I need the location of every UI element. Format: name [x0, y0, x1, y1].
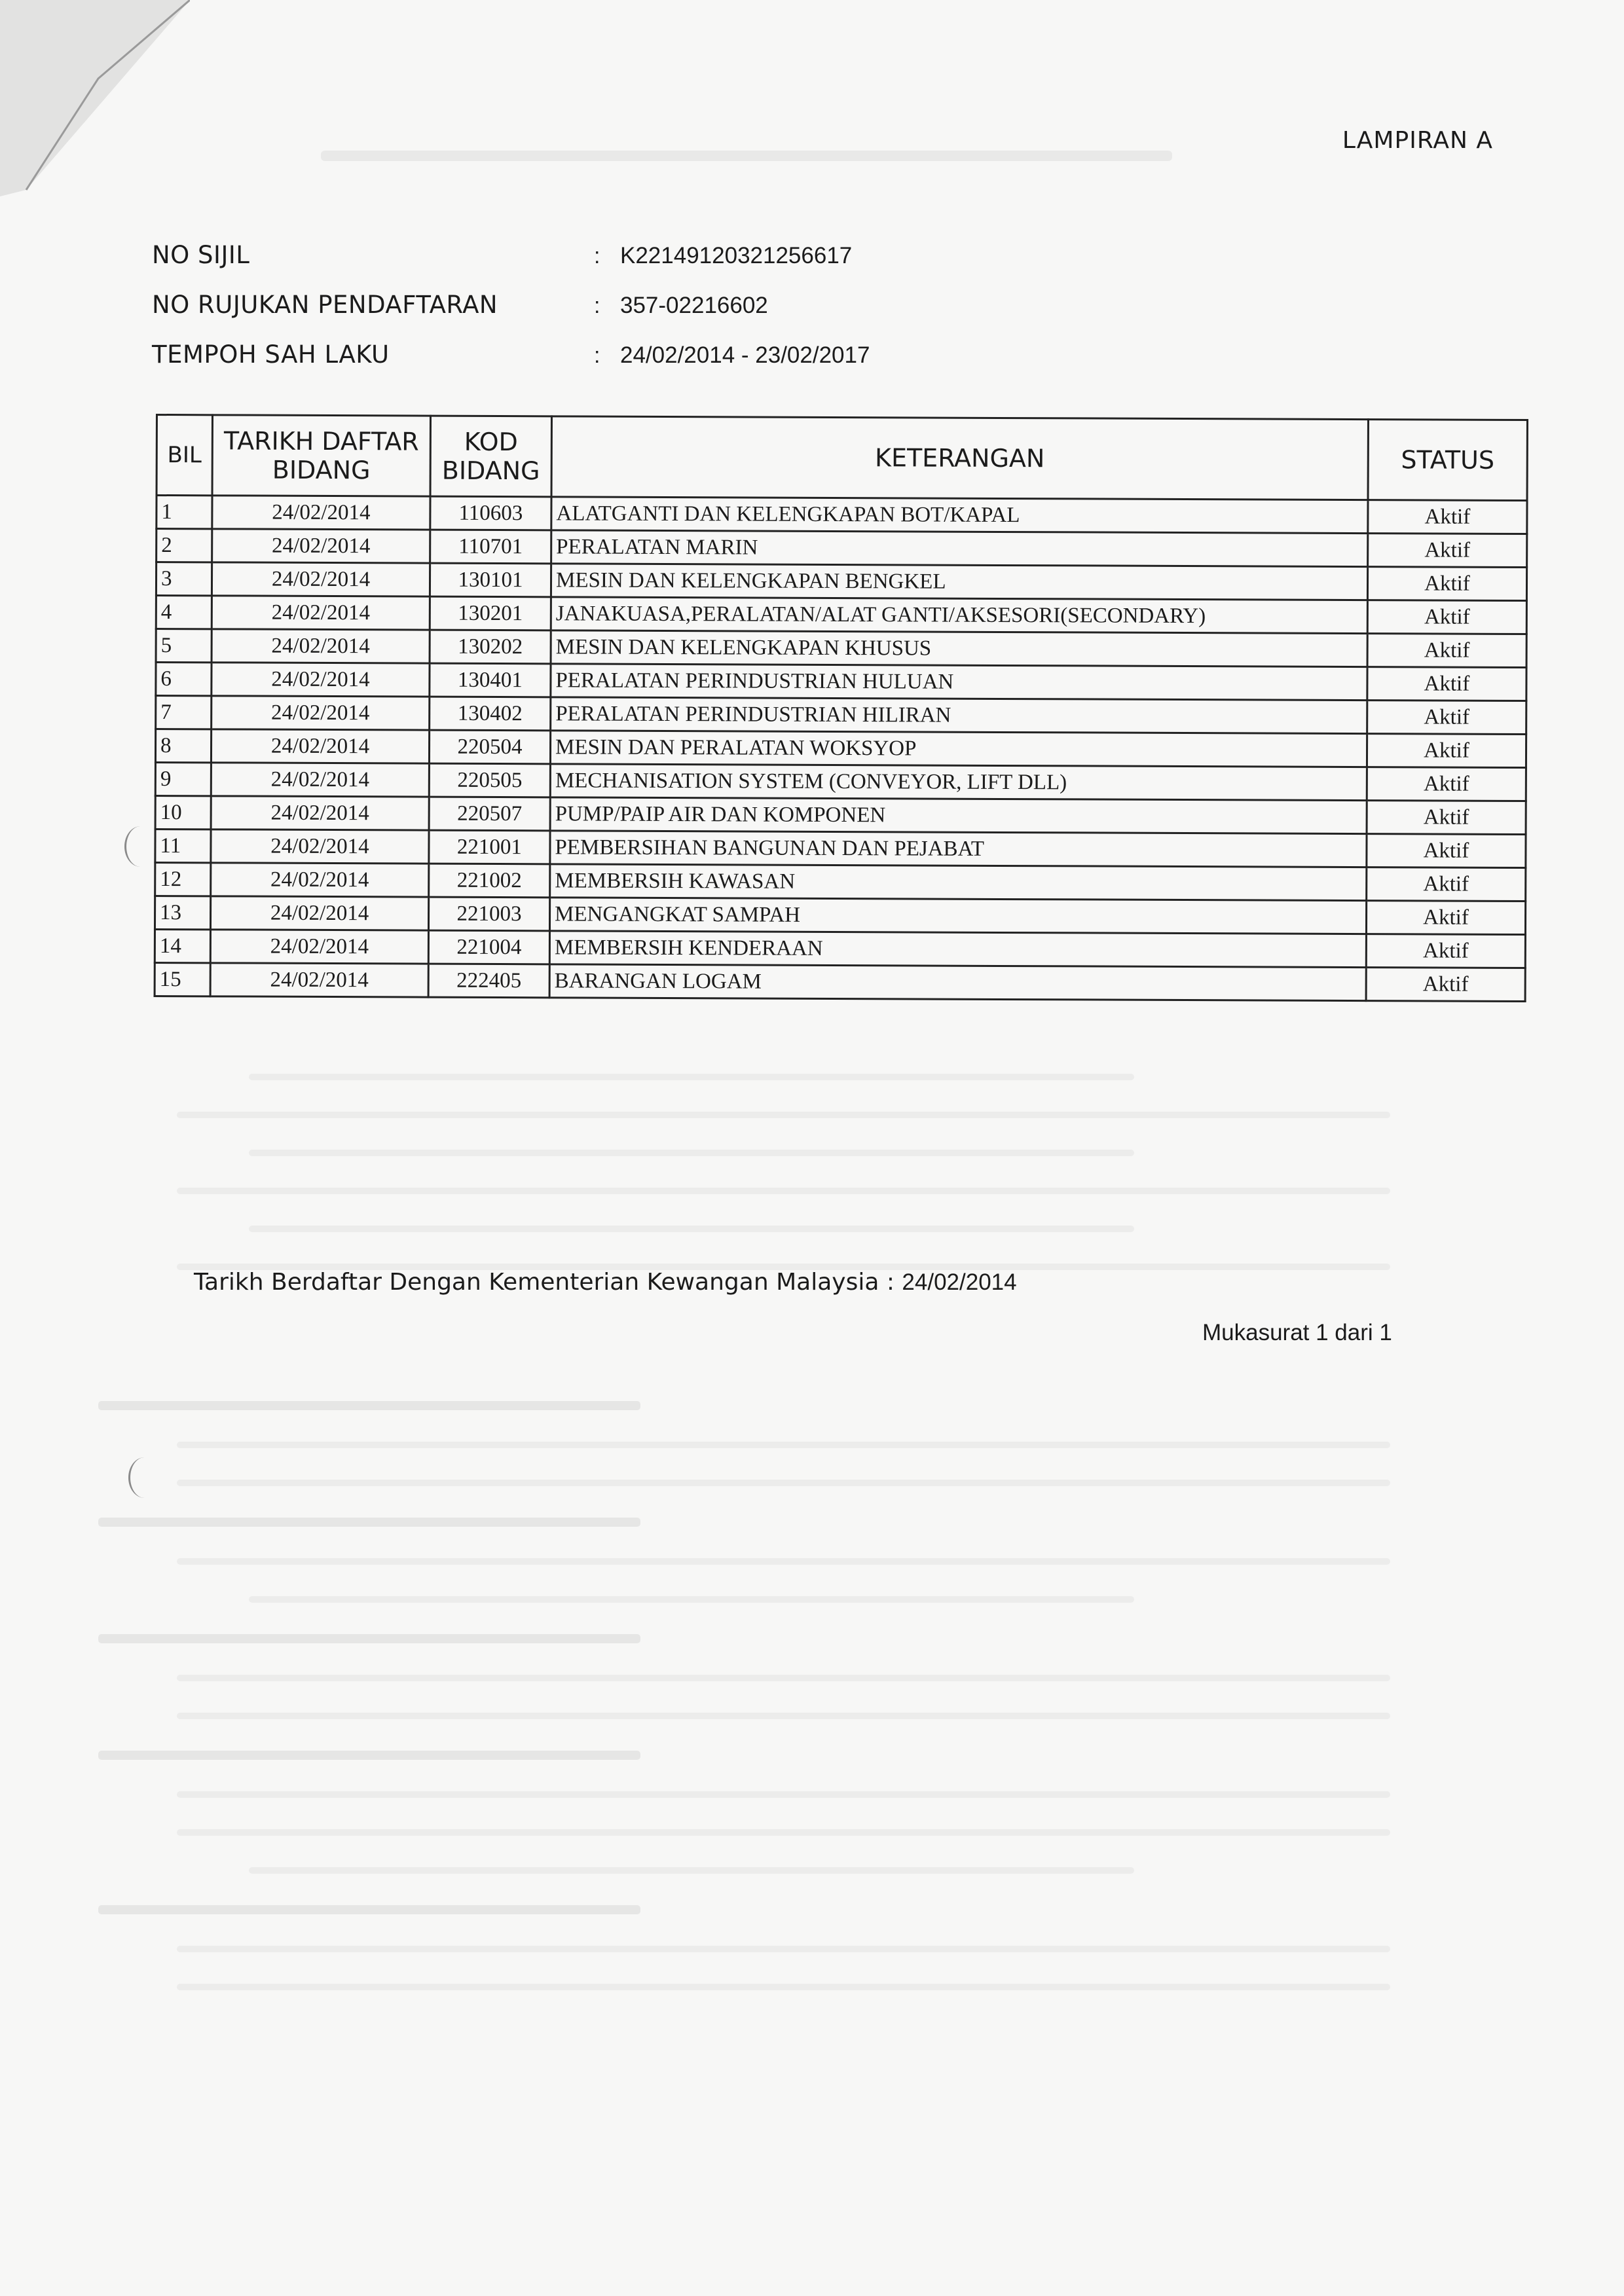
- registration-date-value: 24/02/2014: [902, 1269, 1017, 1295]
- field-description: PERALATAN PERINDUSTRIAN HILIRAN: [551, 697, 1367, 734]
- field-description: MENGANGKAT SAMPAH: [549, 898, 1366, 934]
- registration-date: 24/02/2014: [212, 596, 430, 630]
- status-value: Aktif: [1367, 634, 1526, 668]
- status-value: Aktif: [1367, 801, 1526, 835]
- page-number: Mukasurat 1 dari 1: [1202, 1320, 1392, 1345]
- registration-date-statement: [194, 1269, 1017, 1296]
- status-value: Aktif: [1367, 567, 1526, 601]
- field-code: 130202: [430, 630, 551, 664]
- registration-date: 24/02/2014: [212, 562, 430, 596]
- field-description: MESIN DAN PERALATAN WOKSYOP: [550, 731, 1367, 767]
- status-value: Aktif: [1367, 734, 1526, 768]
- field-code: 130201: [430, 596, 551, 630]
- registration-reference-row: [152, 291, 870, 340]
- field-colon: :: [594, 343, 600, 368]
- table-row: [155, 863, 1526, 902]
- field-description: PERALATAN PERINDUSTRIAN HULUAN: [551, 664, 1367, 701]
- certificate-number-row: [152, 241, 870, 291]
- status-value: Aktif: [1366, 901, 1525, 935]
- row-number: 8: [155, 729, 211, 763]
- registration-date: 24/02/2014: [211, 863, 429, 897]
- status-value: Aktif: [1368, 534, 1527, 568]
- bleed-through-lines: [98, 1074, 1526, 1302]
- registration-reference: 357-02216602: [620, 293, 768, 318]
- registration-date: 24/02/2014: [212, 629, 430, 663]
- status-value: Aktif: [1367, 867, 1526, 902]
- annex-label: LAMPIRAN A: [1342, 127, 1493, 154]
- field-code: 130101: [430, 563, 551, 597]
- field-label: TEMPOH SAH LAKU: [152, 340, 390, 369]
- row-number: 10: [155, 796, 211, 829]
- row-number: 14: [155, 930, 210, 963]
- table-row: [155, 796, 1526, 835]
- header-registration-date: TARIKH DAFTAR BIDANG: [212, 415, 430, 496]
- field-description: JANAKUASA,PERALATAN/ALAT GANTI/AKSESORI(SECONDARY): [551, 597, 1367, 634]
- table-row: [155, 729, 1526, 768]
- registration-date: 24/02/2014: [210, 963, 428, 997]
- field-description: PERALATAN MARIN: [551, 530, 1368, 567]
- header-description: KETERANGAN: [551, 416, 1368, 500]
- field-colon: :: [594, 244, 600, 268]
- row-number: 6: [156, 663, 212, 696]
- registration-date: 24/02/2014: [212, 663, 430, 697]
- punch-hole-mark: [124, 826, 157, 867]
- ghost-heading: [321, 151, 1172, 161]
- registration-date: 24/02/2014: [212, 529, 430, 563]
- table-row: [155, 829, 1526, 868]
- registration-date: 24/02/2014: [211, 763, 429, 797]
- field-code: 221002: [429, 864, 550, 898]
- status-value: Aktif: [1367, 834, 1526, 868]
- table-row: [155, 962, 1525, 1001]
- row-number: 3: [156, 562, 212, 596]
- status-value: Aktif: [1367, 667, 1526, 701]
- field-colon: :: [594, 293, 600, 318]
- table-row: [157, 529, 1527, 568]
- row-number: 7: [156, 696, 212, 729]
- registration-date: 24/02/2014: [212, 696, 430, 730]
- table-header-row: [157, 415, 1527, 501]
- table-row: [156, 596, 1526, 634]
- field-code: 220505: [429, 763, 550, 797]
- row-number: 4: [156, 596, 212, 629]
- field-code: 221004: [428, 930, 549, 964]
- row-number: 12: [155, 863, 211, 896]
- row-number: 5: [156, 629, 212, 663]
- field-code: 222405: [428, 964, 549, 998]
- registration-date: 24/02/2014: [210, 930, 428, 964]
- header-field-code: KOD BIDANG: [430, 416, 551, 497]
- field-code: 220507: [429, 797, 550, 831]
- table-row: [155, 896, 1525, 935]
- registered-fields-table: [154, 414, 1528, 1002]
- field-code: 130402: [430, 697, 551, 731]
- registration-date: 24/02/2014: [210, 896, 428, 930]
- table-row: [155, 763, 1526, 801]
- row-number: 15: [155, 962, 210, 996]
- status-value: Aktif: [1368, 500, 1527, 534]
- table-row: [155, 930, 1525, 968]
- table-row: [157, 496, 1527, 534]
- field-description: PUMP/PAIP AIR DAN KOMPONEN: [550, 797, 1367, 834]
- field-code: 130401: [430, 663, 551, 697]
- table-row: [156, 562, 1526, 601]
- header-bil: BIL: [157, 415, 212, 496]
- header-status: STATUS: [1368, 420, 1527, 501]
- row-number: 1: [157, 496, 212, 529]
- status-value: Aktif: [1367, 701, 1526, 735]
- status-value: Aktif: [1366, 934, 1525, 968]
- registration-date: 24/02/2014: [211, 729, 429, 763]
- field-code: 221001: [429, 830, 550, 864]
- registration-date-label: Tarikh Berdaftar Dengan Kementerian Kewangan Malaysia :: [194, 1269, 895, 1296]
- field-description: MEMBERSIH KENDERAAN: [549, 931, 1366, 968]
- field-label: NO RUJUKAN PENDAFTARAN: [152, 291, 498, 319]
- bleed-through-lines-lower: [98, 1401, 1526, 2022]
- field-description: MECHANISATION SYSTEM (CONVEYOR, LIFT DLL): [550, 764, 1367, 801]
- registration-date: 24/02/2014: [212, 496, 430, 530]
- field-code: 221003: [428, 897, 549, 931]
- field-code: 110603: [430, 496, 551, 530]
- row-number: 9: [155, 763, 211, 796]
- table-row: [156, 696, 1526, 735]
- status-value: Aktif: [1367, 600, 1526, 634]
- field-description: MEMBERSIH KAWASAN: [550, 864, 1367, 901]
- status-value: Aktif: [1366, 968, 1525, 1002]
- row-number: 13: [155, 896, 210, 930]
- certificate-number: K22149120321256617: [620, 243, 853, 268]
- field-code: 220504: [429, 730, 550, 764]
- field-code: 110701: [430, 530, 551, 564]
- status-value: Aktif: [1367, 767, 1526, 801]
- field-description: PEMBERSIHAN BANGUNAN DAN PEJABAT: [550, 831, 1367, 867]
- table-row: [156, 629, 1526, 668]
- field-description: MESIN DAN KELENGKAPAN KHUSUS: [551, 630, 1367, 667]
- registration-date: 24/02/2014: [211, 829, 429, 864]
- validity-period: 24/02/2014 - 23/02/2017: [620, 342, 870, 368]
- table-row: [156, 663, 1526, 701]
- validity-period-row: [152, 340, 870, 390]
- certificate-details: [152, 241, 870, 390]
- field-description: BARANGAN LOGAM: [549, 964, 1366, 1001]
- row-number: 11: [155, 829, 211, 863]
- table-body: [155, 496, 1527, 1002]
- field-description: ALATGANTI DAN KELENGKAPAN BOT/KAPAL: [551, 497, 1368, 534]
- bleed-through-background: [98, 151, 1526, 200]
- registration-date: 24/02/2014: [211, 796, 429, 830]
- punch-hole-mark: [128, 1457, 160, 1498]
- field-label: NO SIJIL: [152, 241, 250, 269]
- field-description: MESIN DAN KELENGKAPAN BENGKEL: [551, 564, 1367, 600]
- folded-corner: [0, 0, 190, 196]
- row-number: 2: [157, 529, 212, 562]
